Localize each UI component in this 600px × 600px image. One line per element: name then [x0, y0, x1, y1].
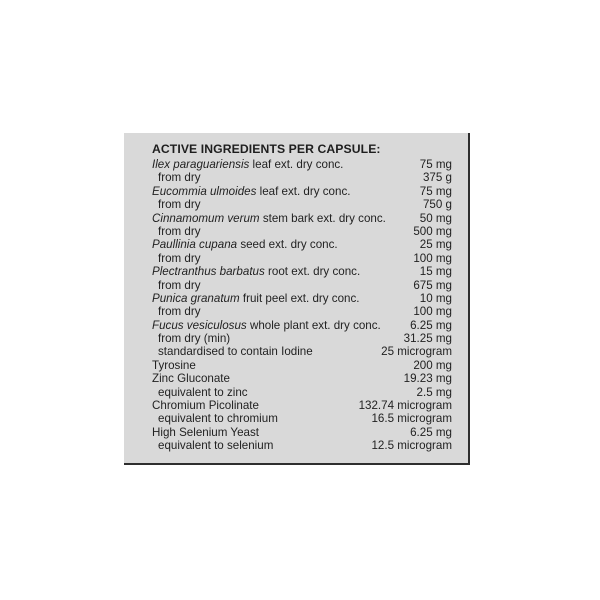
ingredient-name	[152, 158, 343, 171]
ingredient-row	[152, 345, 452, 358]
ingredient-botanical-name: Paullinia cupana	[152, 238, 238, 252]
ingredient-row	[152, 332, 452, 345]
ingredient-row	[152, 359, 452, 372]
ingredients-panel	[124, 133, 470, 465]
ingredients-list	[152, 158, 452, 453]
ingredient-description: whole plant ext. dry conc.	[246, 318, 381, 332]
ingredient-botanical-name: Punica granatum	[152, 291, 240, 305]
ingredient-name	[152, 212, 386, 225]
ingredient-description: Chromium Picolinate	[152, 399, 259, 413]
ingredient-name	[158, 439, 273, 452]
ingredient-row	[152, 292, 452, 305]
ingredient-name	[152, 399, 259, 412]
ingredient-row	[152, 225, 452, 238]
ingredient-amount: 25 microgram	[381, 345, 452, 359]
ingredient-botanical-name: Fucus vesiculosus	[152, 318, 247, 332]
ingredient-description: seed ext. dry conc.	[237, 238, 338, 252]
ingredient-amount: 132.74 microgram	[358, 399, 452, 413]
ingredient-description: fruit peel ext. dry conc.	[239, 291, 360, 305]
ingredient-name	[152, 185, 350, 198]
ingredient-description: from dry (min)	[158, 332, 231, 346]
ingredient-name	[158, 332, 230, 345]
ingredient-amount: 6.25 mg	[410, 425, 452, 439]
ingredient-row	[152, 426, 452, 439]
ingredient-name	[158, 412, 278, 425]
ingredient-description: from dry	[158, 224, 201, 238]
ingredient-botanical-name: Cinnamomum verum	[152, 211, 260, 225]
ingredient-name	[152, 319, 381, 332]
ingredient-description: root ext. dry conc.	[264, 265, 361, 279]
ingredient-name	[152, 265, 360, 278]
ingredient-amount: 75 mg	[419, 184, 452, 198]
ingredient-description: from dry	[158, 278, 201, 292]
ingredient-description: from dry	[158, 171, 201, 185]
ingredient-row	[152, 412, 452, 425]
ingredient-row	[152, 252, 452, 265]
ingredient-description: Tyrosine	[152, 358, 196, 372]
ingredient-amount: 6.25 mg	[410, 318, 452, 332]
ingredient-row	[152, 212, 452, 225]
ingredient-row	[152, 238, 452, 251]
ingredient-description: High Selenium Yeast	[152, 425, 259, 439]
ingredient-description: stem bark ext. dry conc.	[259, 211, 386, 225]
ingredient-description: leaf ext. dry conc.	[249, 158, 344, 171]
ingredient-amount: 100 mg	[413, 251, 452, 265]
ingredient-name	[152, 238, 338, 251]
ingredient-row	[152, 158, 452, 171]
ingredient-amount: 750 g	[422, 198, 452, 212]
ingredient-description: leaf ext. dry conc.	[256, 184, 351, 198]
ingredient-amount: 50 mg	[419, 211, 452, 225]
ingredient-description: from dry	[158, 251, 201, 265]
ingredient-name	[158, 252, 201, 265]
ingredient-amount: 375 g	[422, 171, 452, 185]
ingredient-name	[158, 198, 201, 211]
ingredient-name	[158, 345, 313, 358]
ingredient-name	[158, 386, 248, 399]
ingredient-amount: 100 mg	[413, 305, 452, 319]
ingredient-name	[152, 292, 360, 305]
ingredient-name	[158, 225, 201, 238]
ingredient-row	[152, 386, 452, 399]
ingredient-row	[152, 198, 452, 211]
ingredient-amount: 19.23 mg	[403, 372, 452, 386]
ingredient-row	[152, 399, 452, 412]
ingredient-name	[152, 359, 196, 372]
ingredient-amount: 25 mg	[419, 238, 452, 252]
ingredient-amount: 500 mg	[413, 224, 452, 238]
ingredient-description: equivalent to chromium	[158, 412, 278, 426]
ingredient-row	[152, 185, 452, 198]
ingredient-amount: 31.25 mg	[403, 332, 452, 346]
ingredient-amount: 16.5 microgram	[371, 412, 452, 426]
ingredient-row	[152, 305, 452, 318]
ingredient-botanical-name: Plectranthus barbatus	[152, 265, 265, 279]
ingredient-name	[158, 171, 201, 184]
ingredient-amount: 2.5 mg	[416, 385, 452, 399]
ingredient-name	[158, 279, 201, 292]
ingredients-heading: ACTIVE INGREDIENTS PER CAPSULE:	[152, 142, 381, 156]
ingredient-row	[152, 439, 452, 452]
ingredient-name	[152, 426, 259, 439]
ingredient-description: equivalent to zinc	[158, 385, 248, 399]
ingredient-amount: 75 mg	[419, 158, 452, 171]
ingredient-row	[152, 265, 452, 278]
ingredient-description: standardised to contain Iodine	[158, 345, 313, 359]
ingredient-amount: 12.5 microgram	[371, 439, 452, 453]
ingredient-amount: 200 mg	[413, 358, 452, 372]
ingredient-row	[152, 171, 452, 184]
ingredient-name	[158, 305, 201, 318]
ingredient-description: Zinc Gluconate	[152, 372, 230, 386]
ingredient-amount: 10 mg	[419, 291, 452, 305]
ingredient-description: equivalent to selenium	[158, 439, 274, 453]
ingredient-name	[152, 372, 230, 385]
ingredient-row	[152, 279, 452, 292]
ingredient-row	[152, 319, 452, 332]
ingredient-botanical-name: Eucommia ulmoides	[152, 184, 257, 198]
ingredient-description: from dry	[158, 305, 201, 319]
ingredient-amount: 675 mg	[413, 278, 452, 292]
ingredient-amount: 15 mg	[419, 265, 452, 279]
ingredient-description: from dry	[158, 198, 201, 212]
ingredient-row	[152, 372, 452, 385]
ingredient-botanical-name: Ilex paraguariensis	[152, 158, 250, 171]
